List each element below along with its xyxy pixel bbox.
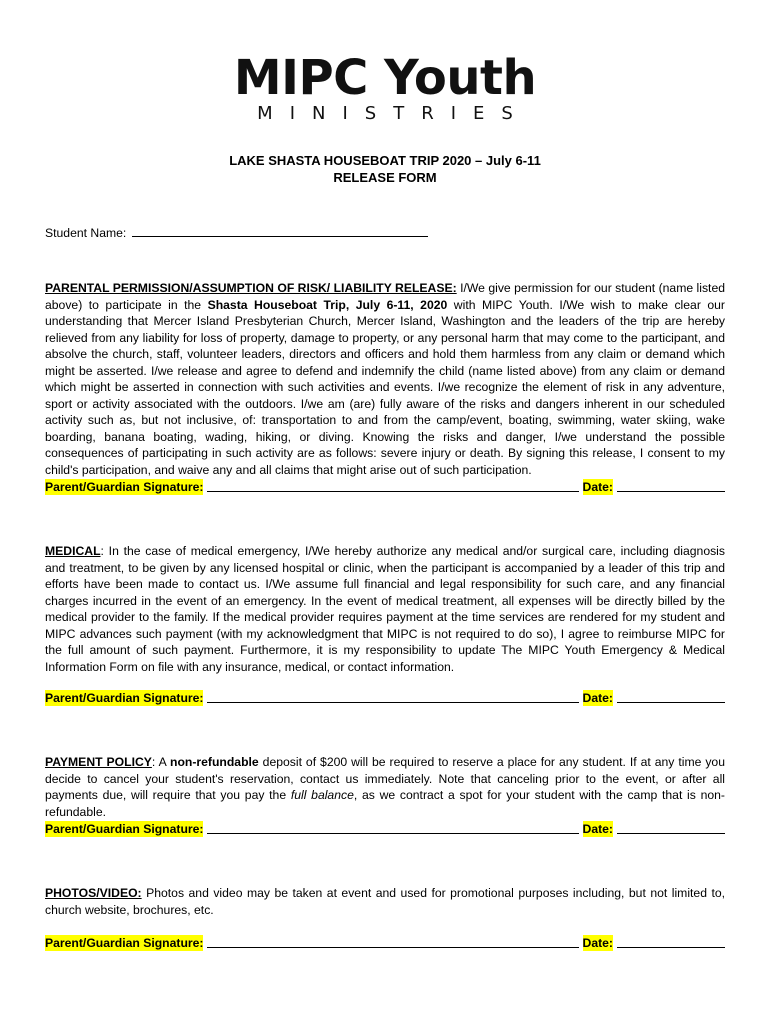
parental-heading: PARENTAL PERMISSION/ASSUMPTION OF RISK/ LIABILITY RELEASE: [45,281,457,295]
signature-label: Parent/Guardian Signature: [45,480,204,494]
payment-full-balance: full balance [290,788,354,802]
payment-text-1: : A [151,755,170,769]
student-name-label: Student Name: [45,226,127,240]
signature-label: Parent/Guardian Signature: [45,822,204,836]
student-name-row [45,224,725,242]
title-line-2: RELEASE FORM [333,170,437,185]
title-line-1: LAKE SHASTA HOUSEBOAT TRIP 2020 – July 6-11 [229,153,541,168]
medical-text: : In the case of medical emergency, I/We hereby authorize any medical and/or surgical care, including diagnosis and treatment, to be given by any licensed hospital or clinic, when the participant is accompanied by a leader of this trip and efforts have been made to contact us. I/We assume full financial and legal responsibility for such care, and any financial charges incurred in the event of an emergency. In the event of medical treatment, all expenses will be directly billed by the medical provider to the family. If the medical provider requires payment at the time services are rendered for my student and MIPC advances such payment (with my acknowledgment that MIPC is not required to do so), I agree to reimburse MIPC for the full amount of such payment. Furthermore, it is my responsibility to update The MIPC Youth Emergency & Medical Information Form on file with any insurance, medical, or contact information. [45,544,725,674]
photos-paragraph [45,885,725,918]
signature-label: Parent/Guardian Signature: [45,691,204,705]
parental-paragraph [45,280,725,478]
payment-section [45,754,725,820]
photos-heading: PHOTOS/VIDEO: [45,886,142,900]
parental-trip-name: Shasta Houseboat Trip, July 6-11, 2020 [207,297,448,312]
date-field[interactable] [617,947,725,948]
signature-field[interactable] [207,833,578,834]
date-label: Date: [582,691,613,705]
signature-field[interactable] [207,947,578,948]
signature-label: Parent/Guardian Signature: [45,936,204,950]
parental-section [45,280,725,478]
payment-paragraph [45,754,725,820]
medical-section [45,543,725,675]
payment-text-3: , as we contract a spot for your student with the camp that is non-refundable. [45,788,725,819]
document-title [0,152,770,186]
date-field[interactable] [617,833,725,834]
parental-text-1: I/We give permission for our student (name listed above) to participate in the [45,281,725,312]
signature-field[interactable] [207,491,578,492]
medical-heading: MEDICAL [45,544,101,558]
logo-subtitle: MINISTRIES [257,103,530,124]
medical-signature-row [45,688,725,706]
payment-text-2: deposit of $200 will be required to reserve a place for any student. If at any time you decide to cancel your student's reservation, contact us immediately. Note that canceling prior to the event, or after all payments due, will require that you pay the [45,755,725,802]
date-field[interactable] [617,491,725,492]
payment-nonrefundable: non-refundable [170,755,259,769]
photos-text: Photos and video may be taken at event and used for promotional purposes including, but not limited to, church website, brochures, etc. [45,886,725,917]
payment-signature-row [45,819,725,837]
signature-field[interactable] [207,702,578,703]
date-label: Date: [582,822,613,836]
parental-text-2: with MIPC Youth. I/We wish to make clear our understanding that Mercer Island Presbyterian Church, Mercer Island, Washington and the leaders of the trip are hereby relieved from any liability for loss of property, damage to property, or any personal harm that may come to the participant, and absolve the church, staff, volunteer leaders, directors and officers and hold them harmless from any claim or demand which might be asserted. I/we release and agree to defend and indemnify the child (name listed above) from any claim or demand which might be asserted in connection with such activities and events. I/we recognize the element of risk in any adventure, sport or activity associated with the outdoors. I/we am (are) fully aware of the risks and dangers inherent in our scheduled activity such as, but not inclusive, of: transportation to and from the camp/event, boating, swimming, water skiing, wake boarding, banana boating, wading, hiking, or diving. Knowing the risks and danger, I/we understand the possible consequences of participating in such activity are as follows: severe injury or death. By signing this release, I consent to my child's participation, and waive any and all claims that might arise out of such participation. [45,297,725,477]
payment-heading: PAYMENT POLICY [45,755,152,769]
medical-paragraph [45,543,725,675]
photos-section [45,885,725,918]
parental-signature-row [45,477,725,495]
photos-signature-row [45,933,725,951]
logo-title: MIPC Youth [233,50,537,106]
logo [0,52,770,124]
student-name-field[interactable] [132,224,428,237]
date-label: Date: [582,480,613,494]
date-field[interactable] [617,702,725,703]
date-label: Date: [582,936,613,950]
